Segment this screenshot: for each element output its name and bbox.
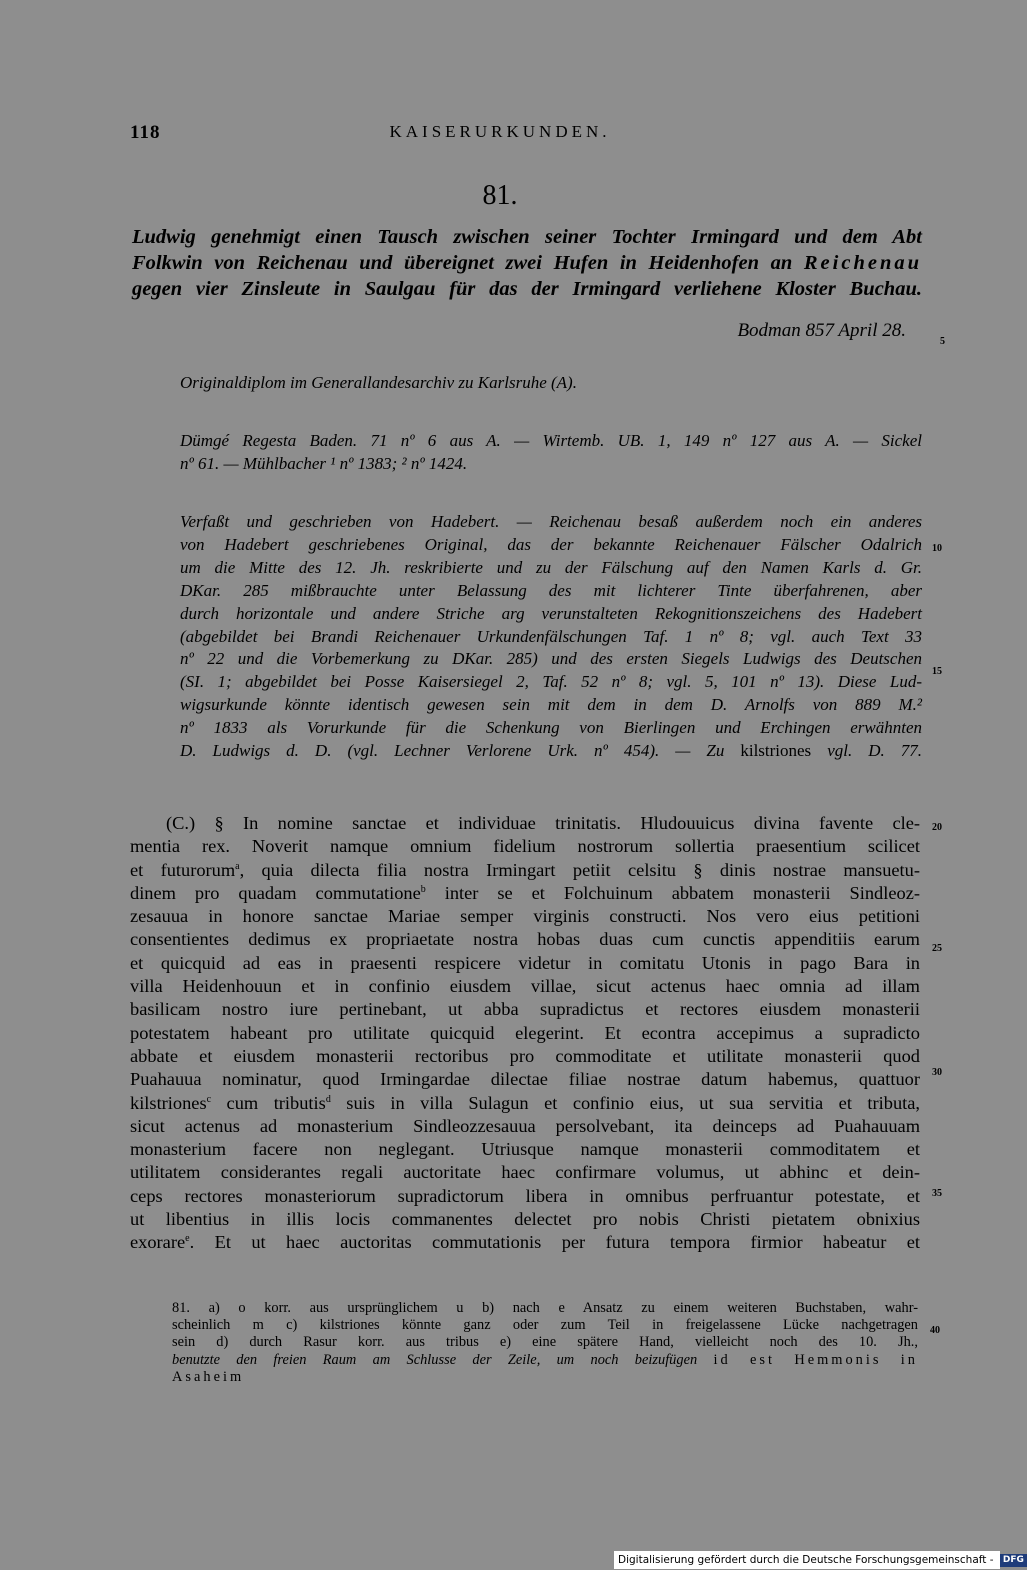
charter-line: villa Heidenhouun et in confinio eiusdem villae, sicut actenus haec omnia ad illam — [130, 976, 920, 997]
line-number-marker: 10 — [932, 543, 942, 554]
commentary — [180, 511, 922, 763]
commentary-line: von Hadebert geschriebenes Original, das der bekannte Reichenauer Fälscher Odalrich — [180, 534, 922, 554]
commentary-line: durch horizontale und andere Striche arg verunstalteten Rekognitionszeichens des Hadebert — [180, 603, 922, 623]
footer-text: Digitalisierung gefördert durch die Deutsche Forschungsgemeinschaft - — [618, 1554, 994, 1566]
dfg-logo: DFG — [1000, 1554, 1027, 1567]
line-number-marker: 25 — [932, 943, 942, 954]
commentary-line: (abgebildet bei Brandi Reichenauer Urkundenfälschungen Taf. 1 nº 8; vgl. auch Text 33 — [180, 626, 922, 646]
charter-line: abbate et eiusdem monasterii rectoribus pro commoditate et utilitate monasterii quod — [130, 1045, 920, 1066]
charter-line: dinem pro quadam commutatione$^b$ inter se et Folchuinum abbatem monasterii Sindleoz- — [130, 882, 920, 903]
summary-line: Folkwin von Reichenau und übereignet zwei Hufen in Heidenhofen an Reichenau — [132, 252, 922, 274]
line-number-marker: 20 — [932, 822, 942, 833]
dateline: Bodman 857 April 28. — [737, 320, 906, 341]
charter-text — [130, 812, 920, 1255]
line-number-marker: 30 — [932, 1067, 942, 1078]
charter-line: basilicam nostro iure pertinebant, ut abba supradictus et rectores eiusdem monasterii — [130, 999, 920, 1020]
line-number-marker: 15 — [932, 666, 942, 677]
commentary-line: nº 1833 als Vorurkunde für die Schenkung von Bierlingen und Erchingen erwähnten — [180, 718, 922, 738]
commentary-line: wigsurkunde könnte identisch gewesen sein mit dem in dem D. Arnolfs von 889 M.² — [180, 695, 922, 715]
commentary-line: um die Mitte des 12. Jh. reskribierte und zu der Fälschung auf den Namen Karls d. Gr. — [180, 557, 922, 577]
line-number-marker: 35 — [932, 1188, 942, 1199]
footnote-line: scheinlich m c) kilstriones könnte ganz oder zum Teil in freigelassene Lücke nachgetragen — [172, 1317, 918, 1334]
running-title: KAISERURKUNDEN. — [389, 122, 611, 141]
commentary-line: Verfaßt und geschrieben von Hadebert. — Reichenau besaß außerdem noch ein anderes — [180, 512, 922, 531]
charter-line: exorare$^e$. Et ut haec auctoritas commutationis per futura tempora firmior habeatur et — [130, 1232, 920, 1253]
charter-line: mentia rex. Noverit namque omnium fidelium nostrorum sollertia praesentium scilicet — [130, 836, 920, 857]
commentary-line: (SI. 1; abgebildet bei Posse Kaisersiegel 2, Taf. 52 nº 8; vgl. 5, 101 nº 13). Diese Lud- — [180, 672, 922, 692]
footnote-line: Asaheim — [172, 1368, 245, 1385]
charter-line: consentientes dedimus ex propriaetate nostra hobas duas cum cunctis appenditiis earum — [130, 929, 920, 950]
source-note — [180, 372, 922, 395]
line-number-marker: 5 — [940, 336, 945, 347]
literature-line: Dümgé Regesta Baden. 71 nº 6 aus A. — Wirtemb. UB. 1, 149 nº 127 aus A. — Sickel — [180, 431, 922, 450]
charter-line: monasterium facere non neglegant. Utriusque namque monasterii commoditatem et — [130, 1139, 920, 1160]
charter-line: zesauua in honore sanctae Mariae semper virginis constructi. Nos vero eius petitioni — [130, 906, 920, 927]
literature-note — [180, 430, 922, 476]
source-line: Originaldiplom im Generallandesarchiv zu Karlsruhe (A). — [180, 373, 577, 392]
charter-line: sicut actenus ad monasterium Sindleozzesauua persolvebant, ita deinceps ad Puahauuam — [130, 1115, 920, 1136]
charter-line: utilitatem considerantes regali auctoritate haec confirmare volumus, ut abhinc et dein- — [130, 1162, 920, 1183]
footnote-line: sein d) durch Rasur korr. aus tribus e) eine spätere Hand, vielleicht noch des 10. Jh., — [172, 1334, 918, 1351]
commentary-line: nº 22 und die Vorbemerkung zu DKar. 285) und des ersten Siegels Ludwigs des Deutschen — [180, 649, 922, 669]
commentary-line: DKar. 285 mißbrauchte unter Belassung des mit lichterer Tinte überfahrenen, aber — [180, 580, 922, 600]
charter-line: Puahauua nominatur, quod Irmingardae dilectae filiae nostrae datum habemus, quattuor — [130, 1069, 920, 1090]
charter-line: potestatem habeant pro utilitate quicquid elegerint. Et econtra accepimus a supradicto — [130, 1022, 920, 1043]
literature-line: nº 61. — Mühlbacher ¹ nº 1383; ² nº 1424. — [180, 453, 468, 473]
document-number: 81. — [482, 180, 518, 211]
page-number: 118 — [130, 122, 161, 143]
charter-line: ut libentius in illis locis commanentes delectet pro nobis Christi pietatem obnixius — [130, 1209, 920, 1230]
charter-line: et quicquid ad eas in praesenti respicere videtur in comitatu Utonis in pago Bara in — [130, 952, 920, 973]
line-number-marker: 40 — [930, 1325, 940, 1336]
regest-summary — [132, 224, 922, 302]
footnotes — [172, 1300, 918, 1386]
footnote-line: benutzte den freien Raum am Schlusse der Zeile, um noch beizufügen id est Hemmonis in — [172, 1351, 918, 1368]
charter-line: kilstriones$^c$ cum tributis$^d$ suis in villa Sulagun et confinio eius, ut sua servitia et tributa, — [130, 1092, 921, 1113]
charter-line: (C.) § In nomine sanctae et individuae trinitatis. Hludouuicus divina favente cle- — [166, 813, 920, 833]
charter-line: et futurorum$^a$, quia dilecta filia nostra Irmingart petiit celsitu § dinis nostrae mansuetu- — [130, 859, 920, 880]
summary-line: Ludwig genehmigt einen Tausch zwischen seiner Tochter Irmingard und dem Abt — [132, 226, 922, 248]
footnote-line: 81. a) o korr. aus ursprünglichem u b) nach e Ansatz zu einem weiteren Buchstaben, wahr- — [172, 1300, 918, 1316]
commentary-line: D. Ludwigs d. D. (vgl. Lechner Verlorene Urk. nº 454). — Zu kilstriones vgl. D. 77. — [180, 741, 923, 761]
summary-spaced-name: Reichenau — [803, 252, 922, 274]
summary-line: gegen vier Zinsleute in Saulgau für das der Irmingard verliehene Kloster Buchau. — [132, 278, 922, 300]
funding-footer — [614, 1551, 1024, 1569]
charter-line: ceps rectores monasteriorum supradictorum libera in omnibus perfruantur potestate, et — [130, 1185, 920, 1206]
